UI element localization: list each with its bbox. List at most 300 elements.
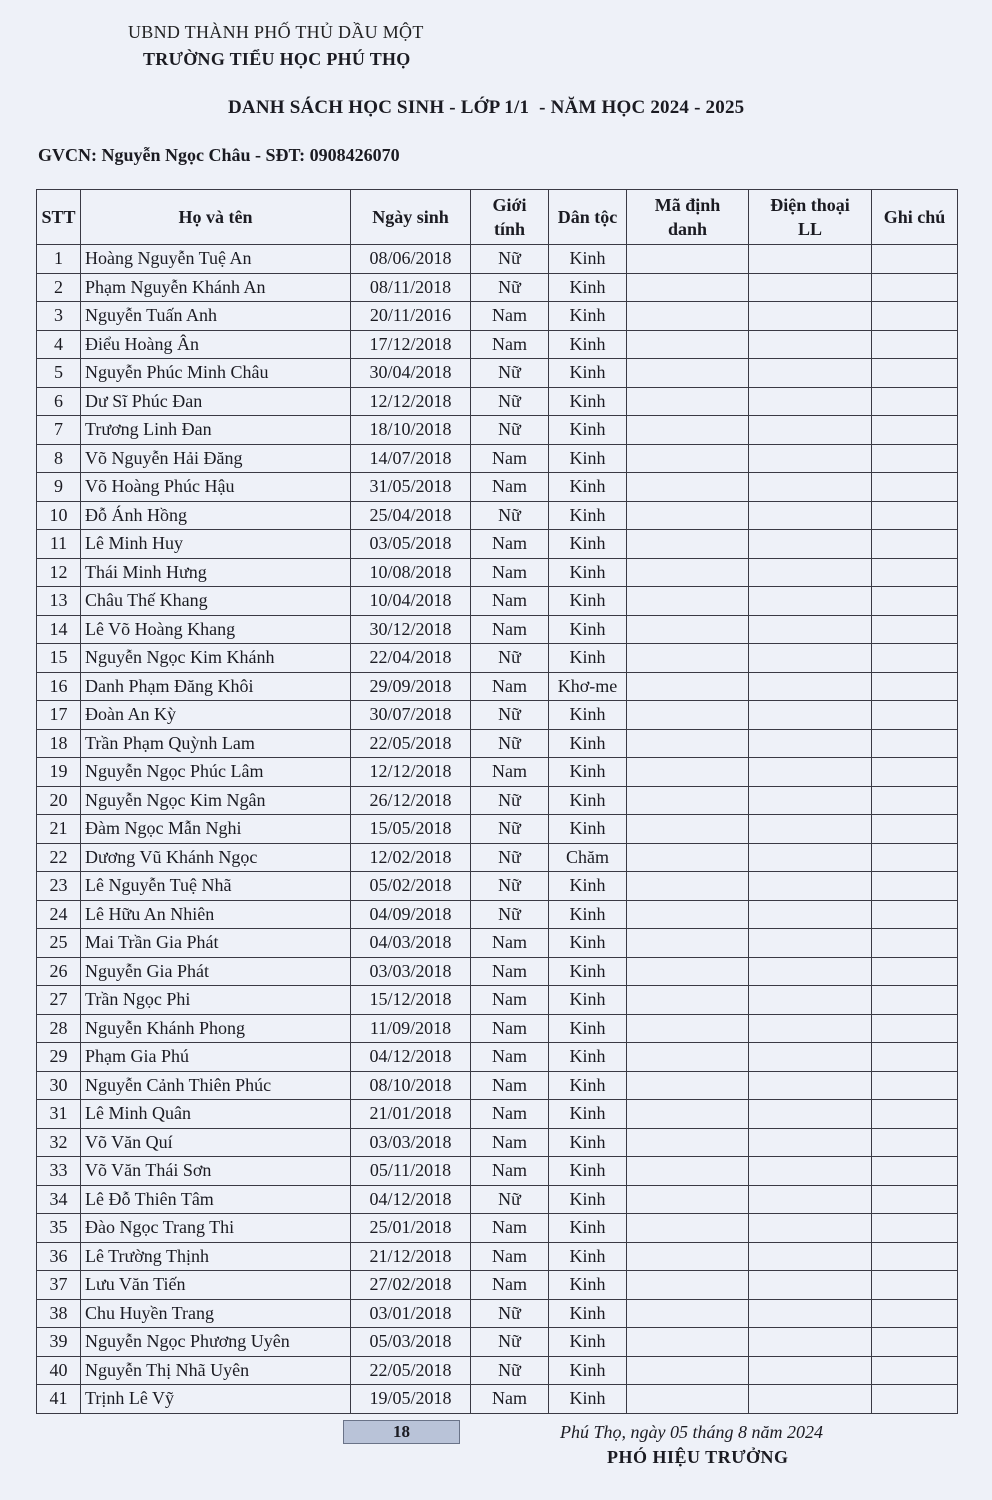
gender-cell: Nam	[471, 758, 549, 787]
contact-phone-cell	[749, 843, 872, 872]
row-stt-cell: 23	[37, 872, 81, 901]
table-row	[37, 644, 958, 673]
student-id-cell	[627, 587, 749, 616]
date-of-birth-cell: 03/05/2018	[351, 530, 471, 559]
ethnicity-cell: Kinh	[549, 786, 627, 815]
student-name-cell: Đỗ Ánh Hồng	[81, 501, 351, 530]
row-stt-cell: 37	[37, 1271, 81, 1300]
contact-phone-cell	[749, 359, 872, 388]
contact-phone-cell	[749, 558, 872, 587]
student-name-cell: Lê Hữu An Nhiên	[81, 900, 351, 929]
student-id-cell	[627, 1014, 749, 1043]
table-header-row	[37, 190, 958, 245]
ethnicity-cell: Chăm	[549, 843, 627, 872]
gender-cell: Nam	[471, 929, 549, 958]
student-id-cell	[627, 273, 749, 302]
contact-phone-cell	[749, 473, 872, 502]
row-stt-cell: 39	[37, 1328, 81, 1357]
note-cell	[872, 1128, 958, 1157]
ethnicity-cell: Kinh	[549, 929, 627, 958]
row-stt-cell: 27	[37, 986, 81, 1015]
student-id-cell	[627, 1356, 749, 1385]
date-of-birth-cell: 29/09/2018	[351, 672, 471, 701]
student-id-cell	[627, 1071, 749, 1100]
student-name-cell: Đào Ngọc Trang Thi	[81, 1214, 351, 1243]
student-id-cell	[627, 501, 749, 530]
table-row	[37, 1100, 958, 1129]
date-of-birth-cell: 31/05/2018	[351, 473, 471, 502]
note-cell	[872, 701, 958, 730]
ethnicity-cell: Kinh	[549, 1100, 627, 1129]
ethnicity-cell: Kinh	[549, 758, 627, 787]
ethnicity-cell: Kinh	[549, 1128, 627, 1157]
homeroom-teacher-line: GVCN: Nguyễn Ngọc Châu - SĐT: 0908426070	[38, 145, 400, 165]
student-id-cell	[627, 387, 749, 416]
date-of-birth-cell: 12/12/2018	[351, 387, 471, 416]
table-row	[37, 929, 958, 958]
student-roster-table	[36, 189, 958, 1414]
gender-cell: Nam	[471, 473, 549, 502]
table-row	[37, 1014, 958, 1043]
note-cell	[872, 302, 958, 331]
note-cell	[872, 1328, 958, 1357]
note-cell	[872, 1100, 958, 1129]
authority-heading: UBND THÀNH PHỐ THỦ DẦU MỘT	[128, 22, 424, 42]
date-of-birth-cell: 04/09/2018	[351, 900, 471, 929]
contact-phone-cell	[749, 729, 872, 758]
contact-phone-cell	[749, 1157, 872, 1186]
contact-phone-cell	[749, 1385, 872, 1414]
note-cell	[872, 416, 958, 445]
student-name-cell: Điểu Hoàng Ân	[81, 330, 351, 359]
date-of-birth-cell: 25/01/2018	[351, 1214, 471, 1243]
date-of-birth-cell: 08/06/2018	[351, 245, 471, 274]
row-stt-cell: 14	[37, 615, 81, 644]
ethnicity-cell: Kinh	[549, 587, 627, 616]
row-stt-cell: 25	[37, 929, 81, 958]
gender-cell: Nữ	[471, 701, 549, 730]
contact-phone-cell	[749, 1043, 872, 1072]
ethnicity-cell: Kinh	[549, 872, 627, 901]
gender-cell: Nữ	[471, 900, 549, 929]
gender-cell: Nam	[471, 1242, 549, 1271]
contact-phone-cell	[749, 1242, 872, 1271]
student-id-cell	[627, 1328, 749, 1357]
row-stt-cell: 15	[37, 644, 81, 673]
student-name-cell: Nguyễn Khánh Phong	[81, 1014, 351, 1043]
row-stt-cell: 29	[37, 1043, 81, 1072]
student-id-cell	[627, 900, 749, 929]
gender-cell: Nam	[471, 986, 549, 1015]
row-stt-cell: 35	[37, 1214, 81, 1243]
note-cell	[872, 1014, 958, 1043]
student-name-cell: Phạm Gia Phú	[81, 1043, 351, 1072]
student-id-cell	[627, 473, 749, 502]
student-id-cell	[627, 530, 749, 559]
gender-cell: Nữ	[471, 1299, 549, 1328]
ethnicity-cell: Kinh	[549, 986, 627, 1015]
date-of-birth-cell: 08/11/2018	[351, 273, 471, 302]
note-cell	[872, 558, 958, 587]
student-name-cell: Nguyễn Cảnh Thiên Phúc	[81, 1071, 351, 1100]
row-stt-cell: 24	[37, 900, 81, 929]
student-name-cell: Nguyễn Ngọc Phúc Lâm	[81, 758, 351, 787]
page-number: 18	[343, 1420, 460, 1444]
table-row	[37, 1214, 958, 1243]
ethnicity-cell: Kinh	[549, 1271, 627, 1300]
column-header-sex-line2: tính	[493, 219, 526, 239]
row-stt-cell: 30	[37, 1071, 81, 1100]
row-stt-cell: 7	[37, 416, 81, 445]
row-stt-cell: 34	[37, 1185, 81, 1214]
table-row	[37, 330, 958, 359]
table-row	[37, 815, 958, 844]
note-cell	[872, 530, 958, 559]
date-of-birth-cell: 04/03/2018	[351, 929, 471, 958]
table-row	[37, 273, 958, 302]
ethnicity-cell: Kinh	[549, 1328, 627, 1357]
student-name-cell: Phạm Nguyễn Khánh An	[81, 273, 351, 302]
gender-cell: Nữ	[471, 872, 549, 901]
table-row	[37, 1185, 958, 1214]
contact-phone-cell	[749, 615, 872, 644]
note-cell	[872, 359, 958, 388]
gender-cell: Nam	[471, 672, 549, 701]
table-row	[37, 501, 958, 530]
contact-phone-cell	[749, 273, 872, 302]
date-of-birth-cell: 04/12/2018	[351, 1043, 471, 1072]
contact-phone-cell	[749, 1299, 872, 1328]
column-header-note: Ghi chú	[872, 190, 958, 245]
note-cell	[872, 843, 958, 872]
date-of-birth-cell: 11/09/2018	[351, 1014, 471, 1043]
gender-cell: Nữ	[471, 1356, 549, 1385]
ethnicity-cell: Kinh	[549, 1356, 627, 1385]
student-name-cell: Lê Trường Thịnh	[81, 1242, 351, 1271]
column-header-id-line1: Mã định	[654, 195, 721, 215]
contact-phone-cell	[749, 957, 872, 986]
gender-cell: Nam	[471, 957, 549, 986]
student-id-cell	[627, 1043, 749, 1072]
signing-date: Phú Thọ, ngày 05 tháng 8 năm 2024	[560, 1422, 823, 1442]
table-row	[37, 872, 958, 901]
table-row	[37, 758, 958, 787]
ethnicity-cell: Kinh	[549, 1385, 627, 1414]
row-stt-cell: 36	[37, 1242, 81, 1271]
student-name-cell: Nguyễn Ngọc Kim Ngân	[81, 786, 351, 815]
note-cell	[872, 872, 958, 901]
table-row	[37, 444, 958, 473]
student-name-cell: Trịnh Lê Vỹ	[81, 1385, 351, 1414]
table-row	[37, 1328, 958, 1357]
student-id-cell	[627, 1242, 749, 1271]
note-cell	[872, 444, 958, 473]
note-cell	[872, 1157, 958, 1186]
student-id-cell	[627, 1214, 749, 1243]
table-row	[37, 245, 958, 274]
column-header-ethnicity: Dân tộc	[549, 190, 627, 245]
ethnicity-cell: Kinh	[549, 245, 627, 274]
row-stt-cell: 12	[37, 558, 81, 587]
column-header-id-line2: danh	[667, 219, 708, 239]
row-stt-cell: 10	[37, 501, 81, 530]
contact-phone-cell	[749, 1271, 872, 1300]
date-of-birth-cell: 05/11/2018	[351, 1157, 471, 1186]
contact-phone-cell	[749, 701, 872, 730]
student-name-cell: Trần Phạm Quỳnh Lam	[81, 729, 351, 758]
gender-cell: Nữ	[471, 1328, 549, 1357]
student-name-cell: Danh Phạm Đăng Khôi	[81, 672, 351, 701]
student-id-cell	[627, 1157, 749, 1186]
table-row	[37, 1128, 958, 1157]
student-name-cell: Dương Vũ Khánh Ngọc	[81, 843, 351, 872]
gender-cell: Nữ	[471, 729, 549, 758]
gender-cell: Nam	[471, 1128, 549, 1157]
ethnicity-cell: Kinh	[549, 1214, 627, 1243]
date-of-birth-cell: 21/12/2018	[351, 1242, 471, 1271]
ethnicity-cell: Kinh	[549, 615, 627, 644]
table-row	[37, 1242, 958, 1271]
column-header-phone-line1: Điện thoại	[770, 195, 850, 215]
date-of-birth-cell: 19/05/2018	[351, 1385, 471, 1414]
note-cell	[872, 1214, 958, 1243]
row-stt-cell: 21	[37, 815, 81, 844]
gender-cell: Nam	[471, 615, 549, 644]
contact-phone-cell	[749, 1214, 872, 1243]
table-row	[37, 302, 958, 331]
student-name-cell: Võ Văn Quí	[81, 1128, 351, 1157]
student-id-cell	[627, 1299, 749, 1328]
column-header-dob: Ngày sinh	[351, 190, 471, 245]
table-row	[37, 1385, 958, 1414]
note-cell	[872, 957, 958, 986]
note-cell	[872, 1271, 958, 1300]
column-header-stt: STT	[37, 190, 81, 245]
table-row	[37, 587, 958, 616]
row-stt-cell: 3	[37, 302, 81, 331]
contact-phone-cell	[749, 302, 872, 331]
contact-phone-cell	[749, 1128, 872, 1157]
contact-phone-cell	[749, 758, 872, 787]
table-row	[37, 900, 958, 929]
table-body	[37, 245, 958, 1414]
ethnicity-cell: Kinh	[549, 815, 627, 844]
ethnicity-cell: Kinh	[549, 473, 627, 502]
row-stt-cell: 18	[37, 729, 81, 758]
table-row	[37, 530, 958, 559]
row-stt-cell: 20	[37, 786, 81, 815]
student-id-cell	[627, 672, 749, 701]
student-name-cell: Lê Minh Huy	[81, 530, 351, 559]
date-of-birth-cell: 14/07/2018	[351, 444, 471, 473]
ethnicity-cell: Kinh	[549, 501, 627, 530]
gender-cell: Nữ	[471, 644, 549, 673]
student-id-cell	[627, 729, 749, 758]
student-name-cell: Hoàng Nguyễn Tuệ An	[81, 245, 351, 274]
note-cell	[872, 501, 958, 530]
date-of-birth-cell: 21/01/2018	[351, 1100, 471, 1129]
document-title: DANH SÁCH HỌC SINH - LỚP 1/1 - NĂM HỌC 2024 - 2025	[228, 97, 745, 118]
student-id-cell	[627, 986, 749, 1015]
student-name-cell: Nguyễn Ngọc Phương Uyên	[81, 1328, 351, 1357]
note-cell	[872, 986, 958, 1015]
contact-phone-cell	[749, 444, 872, 473]
date-of-birth-cell: 03/03/2018	[351, 957, 471, 986]
student-name-cell: Lê Nguyễn Tuệ Nhã	[81, 872, 351, 901]
signer-title: PHÓ HIỆU TRƯỞNG	[607, 1447, 789, 1467]
date-of-birth-cell: 15/12/2018	[351, 986, 471, 1015]
table-row	[37, 957, 958, 986]
gender-cell: Nam	[471, 444, 549, 473]
student-name-cell: Lê Đỗ Thiên Tâm	[81, 1185, 351, 1214]
ethnicity-cell: Kinh	[549, 1043, 627, 1072]
note-cell	[872, 1299, 958, 1328]
row-stt-cell: 22	[37, 843, 81, 872]
gender-cell: Nam	[471, 302, 549, 331]
row-stt-cell: 9	[37, 473, 81, 502]
table-row	[37, 786, 958, 815]
contact-phone-cell	[749, 1014, 872, 1043]
contact-phone-cell	[749, 1071, 872, 1100]
student-id-cell	[627, 1385, 749, 1414]
gender-cell: Nữ	[471, 843, 549, 872]
row-stt-cell: 2	[37, 273, 81, 302]
student-id-cell	[627, 843, 749, 872]
date-of-birth-cell: 30/07/2018	[351, 701, 471, 730]
row-stt-cell: 38	[37, 1299, 81, 1328]
date-of-birth-cell: 22/05/2018	[351, 729, 471, 758]
note-cell	[872, 815, 958, 844]
student-name-cell: Lưu Văn Tiến	[81, 1271, 351, 1300]
column-header-name: Họ và tên	[81, 190, 351, 245]
column-header-id	[627, 190, 749, 245]
student-name-cell: Võ Văn Thái Sơn	[81, 1157, 351, 1186]
row-stt-cell: 16	[37, 672, 81, 701]
row-stt-cell: 32	[37, 1128, 81, 1157]
row-stt-cell: 8	[37, 444, 81, 473]
table-row	[37, 1071, 958, 1100]
note-cell	[872, 1185, 958, 1214]
row-stt-cell: 28	[37, 1014, 81, 1043]
date-of-birth-cell: 22/04/2018	[351, 644, 471, 673]
contact-phone-cell	[749, 1185, 872, 1214]
ethnicity-cell: Kinh	[549, 1242, 627, 1271]
student-name-cell: Nguyễn Tuấn Anh	[81, 302, 351, 331]
column-header-sex-line1: Giới	[492, 195, 527, 215]
student-name-cell: Mai Trần Gia Phát	[81, 929, 351, 958]
table-row	[37, 1356, 958, 1385]
contact-phone-cell	[749, 815, 872, 844]
gender-cell: Nam	[471, 1157, 549, 1186]
date-of-birth-cell: 30/12/2018	[351, 615, 471, 644]
date-of-birth-cell: 17/12/2018	[351, 330, 471, 359]
note-cell	[872, 786, 958, 815]
contact-phone-cell	[749, 416, 872, 445]
note-cell	[872, 1356, 958, 1385]
date-of-birth-cell: 12/12/2018	[351, 758, 471, 787]
note-cell	[872, 672, 958, 701]
column-header-phone	[749, 190, 872, 245]
date-of-birth-cell: 26/12/2018	[351, 786, 471, 815]
student-name-cell: Lê Võ Hoàng Khang	[81, 615, 351, 644]
student-id-cell	[627, 1128, 749, 1157]
note-cell	[872, 1071, 958, 1100]
student-name-cell: Võ Nguyễn Hải Đăng	[81, 444, 351, 473]
row-stt-cell: 33	[37, 1157, 81, 1186]
date-of-birth-cell: 08/10/2018	[351, 1071, 471, 1100]
note-cell	[872, 1242, 958, 1271]
student-name-cell: Võ Hoàng Phúc Hậu	[81, 473, 351, 502]
student-name-cell: Nguyễn Gia Phát	[81, 957, 351, 986]
student-id-cell	[627, 1100, 749, 1129]
student-name-cell: Dư Sĩ Phúc Đan	[81, 387, 351, 416]
student-name-cell: Lê Minh Quân	[81, 1100, 351, 1129]
row-stt-cell: 41	[37, 1385, 81, 1414]
row-stt-cell: 31	[37, 1100, 81, 1129]
table-row	[37, 843, 958, 872]
table-row	[37, 701, 958, 730]
student-id-cell	[627, 302, 749, 331]
note-cell	[872, 330, 958, 359]
student-id-cell	[627, 758, 749, 787]
ethnicity-cell: Kinh	[549, 1157, 627, 1186]
student-name-cell: Trương Linh Đan	[81, 416, 351, 445]
gender-cell: Nam	[471, 558, 549, 587]
table-row	[37, 359, 958, 388]
gender-cell: Nam	[471, 1214, 549, 1243]
gender-cell: Nữ	[471, 501, 549, 530]
gender-cell: Nữ	[471, 387, 549, 416]
ethnicity-cell: Kinh	[549, 1299, 627, 1328]
table-row	[37, 416, 958, 445]
student-id-cell	[627, 1271, 749, 1300]
student-name-cell: Đàm Ngọc Mẫn Nghi	[81, 815, 351, 844]
date-of-birth-cell: 05/02/2018	[351, 872, 471, 901]
date-of-birth-cell: 05/03/2018	[351, 1328, 471, 1357]
contact-phone-cell	[749, 672, 872, 701]
gender-cell: Nam	[471, 330, 549, 359]
contact-phone-cell	[749, 501, 872, 530]
student-id-cell	[627, 359, 749, 388]
gender-cell: Nam	[471, 530, 549, 559]
student-id-cell	[627, 929, 749, 958]
student-id-cell	[627, 644, 749, 673]
date-of-birth-cell: 27/02/2018	[351, 1271, 471, 1300]
student-id-cell	[627, 444, 749, 473]
student-id-cell	[627, 558, 749, 587]
row-stt-cell: 19	[37, 758, 81, 787]
student-id-cell	[627, 1185, 749, 1214]
contact-phone-cell	[749, 986, 872, 1015]
note-cell	[872, 245, 958, 274]
ethnicity-cell: Kinh	[549, 1071, 627, 1100]
student-name-cell: Thái Minh Hưng	[81, 558, 351, 587]
gender-cell: Nam	[471, 1385, 549, 1414]
gender-cell: Nam	[471, 1043, 549, 1072]
date-of-birth-cell: 15/05/2018	[351, 815, 471, 844]
student-id-cell	[627, 701, 749, 730]
note-cell	[872, 615, 958, 644]
ethnicity-cell: Kinh	[549, 1185, 627, 1214]
note-cell	[872, 387, 958, 416]
student-id-cell	[627, 872, 749, 901]
gender-cell: Nữ	[471, 273, 549, 302]
note-cell	[872, 729, 958, 758]
date-of-birth-cell: 03/01/2018	[351, 1299, 471, 1328]
student-name-cell: Châu Thế Khang	[81, 587, 351, 616]
row-stt-cell: 40	[37, 1356, 81, 1385]
date-of-birth-cell: 03/03/2018	[351, 1128, 471, 1157]
